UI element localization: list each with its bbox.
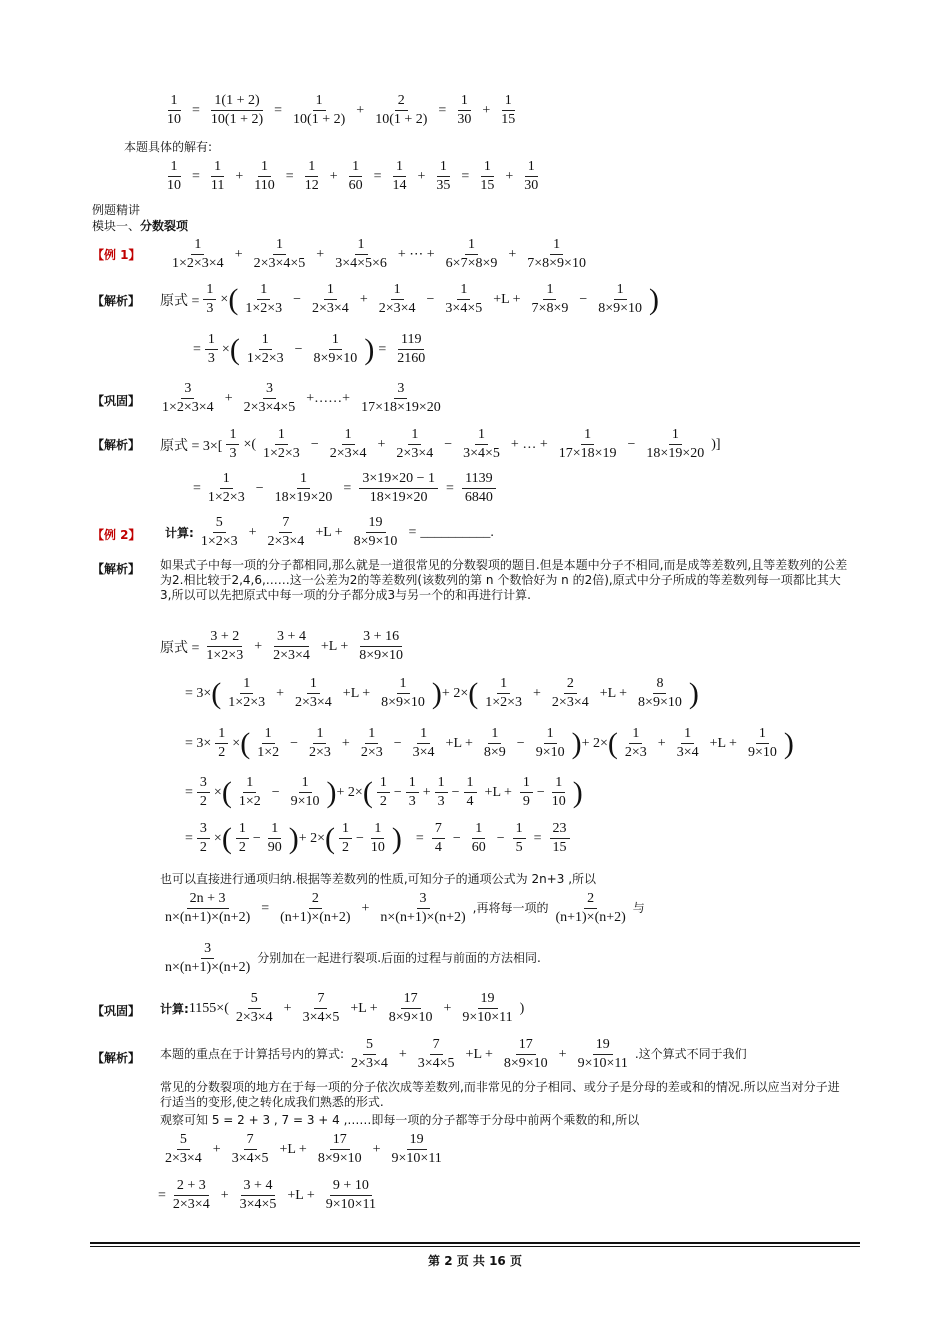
- solution-c1-formula: = $\frac{1}{1\times 2\times 3}$ − $\frac{1}{18\times 19\times 20}$ = $\frac{3\times 19\times 20 - 1}{18\times 19\times 20}$ = $\frac{1139}{6840}$: [193, 470, 500, 507]
- consolidate-2-prefix: 计算:: [160, 1002, 189, 1016]
- consolidate-1-label: 【巩固】: [92, 394, 141, 408]
- solution-c2-formula: = $\frac{2 + 3}{2\times 3\times 4}$ + $\frac{3 + 4}{3\times 4\times 5}$ +L + $\frac{9 + 10}{9\times 10\times 11}$: [158, 1178, 377, 1212]
- alt-method-formula: $\frac{3}{n\times(n+1)\times(n+2)}$ 分别加在一起进行裂项.后面的过程与前面的方法相同.: [165, 941, 541, 975]
- footer-rule: [90, 1246, 860, 1247]
- solution-1-formula: 原式 = $\frac{1}{3}$ × ( $\frac{1}{1\times 2\times 3}$ − $\frac{1}{2\times 3\times 4}$ + $\frac{1}{2\times 3\times 4}$ − $\frac{1}{3\times 4\times 5}$ +L + $\frac{1}{7\times 8\times 9}$ − $\frac{1}{8\times 9\times 10}$ ): [160, 282, 660, 316]
- solution-c2-text: 本题的重点在于计算括号内的算式:: [160, 1047, 345, 1061]
- solution-2-formula: = 3× ( $\frac{1}{1\times 2\times 3}$ + $\frac{1}{2\times 3\times 4}$ +L + $\frac{1}{8\times 9\times 10}$ ) + 2× ( $\frac{1}{1\times 2\times 3}$ + $\frac{2}{2\times 3\times 4}$ +L + $\frac{8}{8\times 9\times 10}$ ): [185, 676, 699, 710]
- solution-c2-formula: $\frac{5}{2\times 3\times 4}$ + $\frac{7}{3\times 4\times 5}$ +L + $\frac{17}{8\times 9\times 10}$ + $\frac{19}{9\times 10\times 11}$: [165, 1132, 442, 1166]
- module-heading-title: 分数裂项: [140, 219, 189, 233]
- formula-line: $\frac{1}{10}$ = $\frac{1(1 + 2)}{10(1 + 2)}$ = $\frac{1}{10(1 + 2)}$ + $\frac{2}{10(1 + 2)}$ = $\frac{1}{30}$ + $\frac{1}{15}$: [167, 93, 516, 127]
- consolidate-2-formula: 计算: 1155×( $\frac{5}{2\times 3\times 4}$ + $\frac{7}{3\times 4\times 5}$ +L + $\frac{17}{8\times 9\times 10}$ + $\frac{19}{9\times 10\times 11}$ ): [160, 991, 525, 1025]
- alt-method-text: 也可以直接进行通项归纳.根据等差数列的性质,可知分子的通项公式为 2n+3 ,所以: [160, 872, 597, 886]
- solution-1-label: 【解析】: [92, 294, 141, 308]
- solution-2-formula: 原式 = $\frac{3 + 2}{1\times 2\times 3}$ + $\frac{3 + 4}{2\times 3\times 4}$ +L + $\frac{3 + 16}{8\times 9\times 10}$: [160, 629, 404, 663]
- example-2-formula: 计算: $\frac{5}{1\times 2\times 3}$ + $\frac{7}{2\times 3\times 4}$ +L + $\frac{19}{8\times 9\times 10}$ = __________.: [165, 515, 494, 549]
- solution-c2-text: 观察可知 5 = 2 + 3 , 7 = 3 + 4 ,……即每一项的分子都等于分母中前两个乘数的和,所以: [160, 1113, 640, 1127]
- example-2-prefix: 计算:: [165, 526, 194, 540]
- section-heading: 例题精讲: [92, 203, 141, 217]
- solution-c2-text: .这个算式不同于我们: [634, 1047, 747, 1061]
- module-heading: [92, 219, 188, 234]
- example-1-formula: $\frac{1}{1\times 2\times 3\times 4}$ + $\frac{1}{2\times 3\times 4\times 5}$ + $\frac{1}{3\times 4\times 5\times 6}$ + ⋯ + $\frac{1}{6\times 7\times 8\times 9}$ + $\frac{1}{7\times 8\times 9\times 10}$: [172, 237, 586, 271]
- solution-c2-text: 常见的分数裂项的地方在于每一项的分子依次成等差数列,而非常见的分子相同、或分子是分母的差或和的情况.所以应当对分子进行适当的变形,使之转化成我们熟悉的形式.: [160, 1080, 840, 1109]
- solution-2-formula: = 3× $\frac{1}{2}$ × ( $\frac{1}{1\times 2}$ − $\frac{1}{2\times 3}$ + $\frac{1}{2\times 3}$ − $\frac{1}{3\times 4}$ +L + $\frac{1}{8\times 9}$ − $\frac{1}{9\times 10}$ ) + 2× ( $\frac{1}{2\times 3}$ + $\frac{1}{3\times 4}$ +L + $\frac{1}{9\times 10}$ ): [185, 726, 794, 760]
- solution-2-text: 如果式子中每一项的分子都相同,那么就是一道很常见的分数裂项的题目.但是本题中分子不相同,而是成等差数列,且等差数列的公差为2.相比较于2,4,6,……这一公差为2的等差数列(该数列的第 n 个数恰好为 n 的2倍),原式中分子所成的等差数列每一项都比其大3,所以可以先把原式中每一项的分子都分成3与另一个的和再进行计算.: [160, 558, 848, 602]
- alt-method-text: ,再将每一项的: [472, 901, 549, 915]
- answer-blank: __________.: [420, 524, 494, 540]
- solution-c1-formula: 原式 = 3×[ $\frac{1}{3}$ ×( $\frac{1}{1\times 2\times 3}$ − $\frac{1}{2\times 3\times 4}$ + $\frac{1}{2\times 3\times 4}$ − $\frac{1}{3\times 4\times 5}$ + … + $\frac{1}{17\times 18\times 19}$ − $\frac{1}{18\times 19\times 20}$ )]: [160, 427, 721, 461]
- page-footer: 第 2 页 共 16 页: [428, 1254, 522, 1268]
- example-1-label: 【例 1】: [92, 248, 141, 262]
- solution-1-formula: = $\frac{1}{3}$ × ( $\frac{1}{1\times 2\times 3}$ − $\frac{1}{8\times 9\times 10}$ ) = $\frac{119}{2160}$: [193, 332, 426, 366]
- alt-method-text: 分别加在一起进行裂项.后面的过程与前面的方法相同.: [257, 951, 541, 965]
- solution-2-label: 【解析】: [92, 562, 141, 576]
- footer-rule: [90, 1242, 860, 1244]
- formula-line: $\frac{1}{10}$ = $\frac{1}{11}$ + $\frac{1}{110}$ = $\frac{1}{12}$ + $\frac{1}{60}$ = $\frac{1}{14}$ + $\frac{1}{35}$ = $\frac{1}{15}$ + $\frac{1}{30}$: [167, 159, 539, 193]
- consolidate-2-label: 【巩固】: [92, 1004, 141, 1018]
- consolidate-1-formula: $\frac{3}{1\times 2\times 3\times 4}$ + $\frac{3}{2\times 3\times 4\times 5}$ +……+ $\frac{3}{17\times 18\times 19\times 20}$: [162, 381, 441, 415]
- solution-c2-label: 【解析】: [92, 1051, 141, 1065]
- intro-text: 本题具体的解有:: [124, 140, 213, 154]
- solution-2-formula: = $\frac{3}{2}$ × ( $\frac{1}{1\times 2}$ − $\frac{1}{9\times 10}$ ) + 2× ( $\frac{1}{2}$ − $\frac{1}{3}$ + $\frac{1}{3}$ − $\frac{1}{4}$ +L + $\frac{1}{9}$ − $\frac{1}{10}$ ): [185, 775, 583, 809]
- solution-c1-label: 【解析】: [92, 438, 141, 452]
- module-heading-prefix: 模块一、: [92, 219, 141, 233]
- solution-c2-formula: 本题的重点在于计算括号内的算式: $\frac{5}{2\times 3\times 4}$ + $\frac{7}{3\times 4\times 5}$ +L + $\frac{17}{8\times 9\times 10}$ + $\frac{19}{9\times 10\times 11}$ .这个算式不同于我们: [160, 1037, 747, 1071]
- alt-method-formula: $\frac{2n + 3}{n\times(n+1)\times(n+2)}$ = $\frac{2}{(n+1)\times(n+2)}$ + $\frac{3}{n\times(n+1)\times(n+2)}$ ,再将每一项的 $\frac{2}{(n+1)\times(n+2)}$ 与: [165, 891, 645, 925]
- example-2-label: 【例 2】: [92, 528, 141, 542]
- alt-method-text: 与: [632, 901, 645, 915]
- solution-2-formula: = $\frac{3}{2}$ × ( $\frac{1}{2}$ − $\frac{1}{90}$ ) + 2× ( $\frac{1}{2}$ − $\frac{1}{10}$ ) = $\frac{7}{4}$ − $\frac{1}{60}$ − $\frac{1}{5}$ = $\frac{23}{15}$: [185, 820, 574, 857]
